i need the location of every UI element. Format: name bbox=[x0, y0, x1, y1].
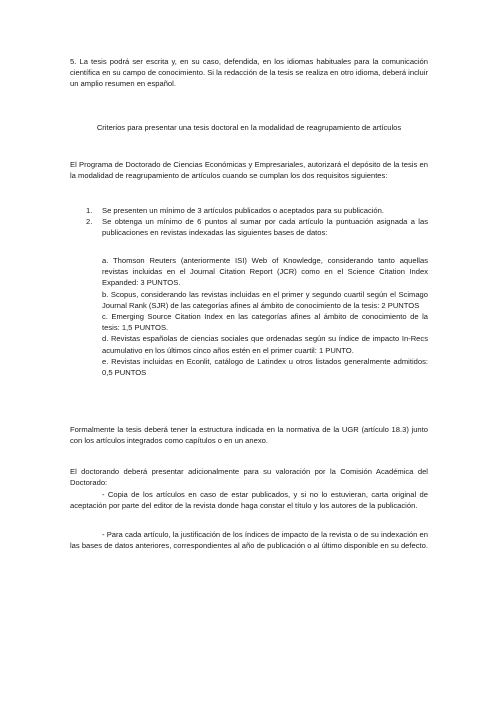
list-item bbox=[86, 205, 428, 216]
list-item-text: Se obtenga un mínimo de 6 puntos al sumar por cada artículo la puntuación asignada a las publicaciones en revistas indexadas las siguientes bases de datos: bbox=[102, 217, 428, 238]
list-item bbox=[86, 216, 428, 238]
requirements-list bbox=[86, 205, 428, 239]
paragraph-structure: Formalmente la tesis deberá tener la estructura indicada en la normativa de la UGR (artículo 18.3) junto con los artículos integrados como capítulos o en un anexo. bbox=[70, 425, 428, 446]
criterion-item: a. Thomson Reuters (anteriormente ISI) Web of Knowledge, considerando tanto aquellas revistas incluidas en el Journal Citation Report (JCR) como en el Science Citation Index Expanded: 3 PUNTOS. bbox=[102, 256, 428, 288]
criterion-item: c. Emerging Source Citation Index en las categorías afines al ámbito de conocimiento de la tesis: 1,5 PUNTOS. bbox=[102, 312, 428, 333]
criterion-item: d. Revistas españolas de ciencias sociales que ordenadas según su índice de impacto In-Recs acumulativo en los últimos cinco años estén en el primer cuartil: 1 PUNTO. bbox=[102, 334, 428, 355]
database-criteria bbox=[102, 255, 428, 378]
paragraph-impact: - Para cada artículo, la justificación de los índices de impacto de la revista o de su indexación en las bases de datos anteriores, correspondientes al año de publicación o al último disponible en su defecto. bbox=[70, 530, 428, 551]
list-item-number: 2. bbox=[86, 217, 93, 227]
paragraph-language: 5. La tesis podrá ser escrita y, en su caso, defendida, en los idiomas habituales para la comunicación científica en su campo de conocimiento. Si la redacción de la tesis se realiza en otro idioma, deberá incluir un amplio resumen en español. bbox=[70, 57, 428, 89]
criterion-item: e. Revistas incluidas en Econlit, catálogo de Latindex u otros listados generalmente admitidos: 0,5 PUNTOS bbox=[102, 356, 428, 378]
list-item-text: Se presenten un mínimo de 3 artículos publicados o aceptados para su publicación. bbox=[102, 206, 384, 215]
paragraph-intro: El Programa de Doctorado de Ciencias Económicas y Empresariales, autorizará el depósito de la tesis en la modalidad de reagrupamiento de artículos cuando se cumplan los dos requisitos siguientes: bbox=[70, 160, 428, 181]
paragraph-copies: - Copia de los artículos en caso de estar publicados, y si no lo estuvieran, carta original de aceptación por parte del editor de la revista donde haga constar el título y los autores de la publicación. bbox=[70, 490, 428, 511]
criterion-item: b. Scopus, considerando las revistas incluidas en el primer y segundo cuartil según el Scimago Journal Rank (SJR) de las categorías afines al ámbito de conocimiento de la tesis: 2 PUNTOS bbox=[102, 289, 428, 310]
section-heading: Criterios para presentar una tesis doctoral en la modalidad de reagrupamiento de artículos bbox=[96, 123, 402, 132]
list-item-number: 1. bbox=[86, 206, 93, 215]
paragraph-additional: El doctorando deberá presentar adicionalmente para su valoración por la Comisión Académica del Doctorado: bbox=[70, 467, 428, 488]
